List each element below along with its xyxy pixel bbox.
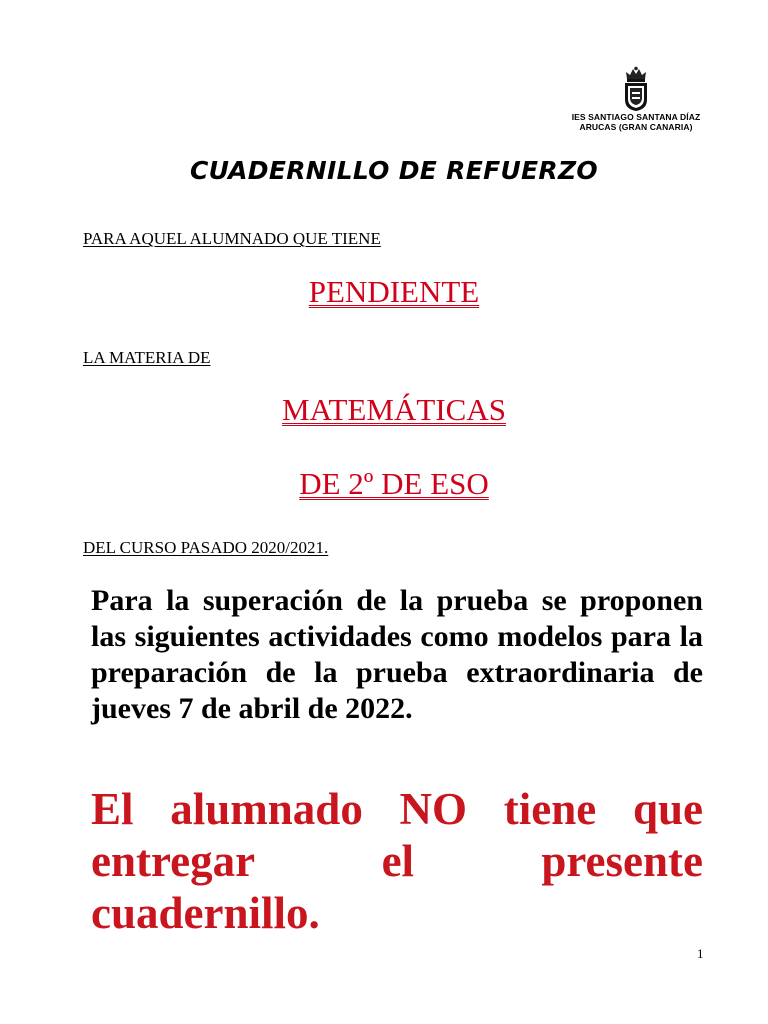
subject-intro-line: LA MATERIA DE [83, 348, 211, 367]
school-header [540, 66, 732, 132]
page-number: 1 [697, 946, 704, 961]
coat-of-arms-icon [621, 66, 651, 112]
school-location: ARUCAS (GRAN CANARIA) [579, 122, 693, 132]
level-heading: DE 2º DE ESO [299, 466, 489, 501]
intro-line: PARA AQUEL ALUMNADO QUE TIENE [83, 229, 381, 248]
notice-paragraph: El alumnado NO tiene que entregar el presente cuadernillo. [91, 784, 703, 938]
school-name: IES SANTIAGO SANTANA DÍAZ [571, 112, 701, 122]
subject-heading: MATEMÁTICAS [282, 392, 506, 427]
document-title: CUADERNILLO DE REFUERZO [190, 156, 598, 185]
status-heading: PENDIENTE [308, 274, 480, 309]
course-line: DEL CURSO PASADO 2020/2021. [83, 538, 329, 557]
instructions-paragraph: Para la superación de la prueba se proponen las siguientes actividades como modelos para la preparación de la prueba extraordinaria de jueves 7 de abril de 2022. [91, 584, 703, 725]
